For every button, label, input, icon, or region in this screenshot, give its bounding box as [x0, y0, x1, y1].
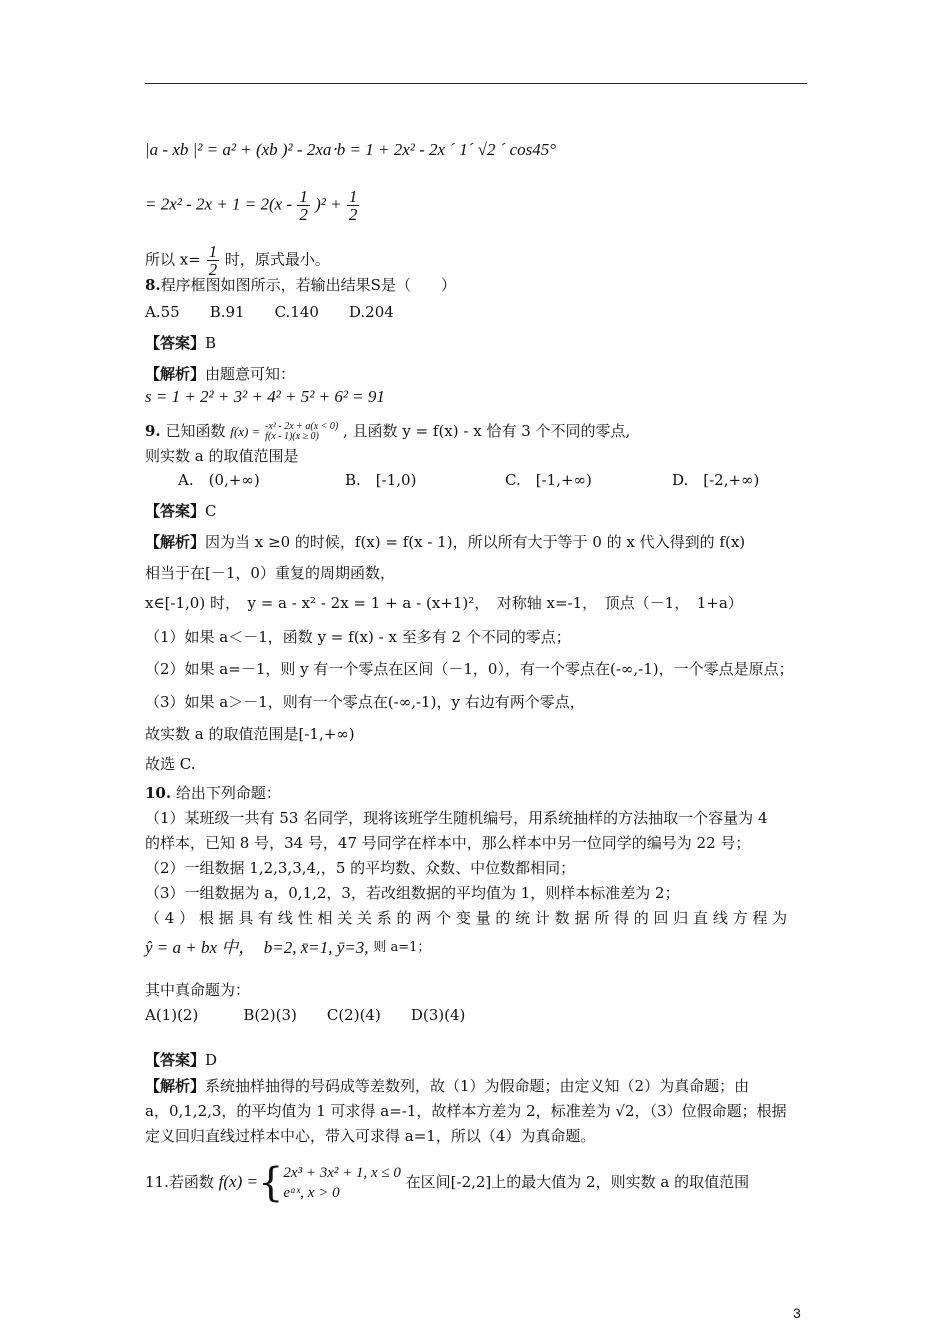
answer-label: 【答案】	[145, 334, 206, 352]
question-10-item-4b	[145, 938, 430, 958]
explanation-9-line-8: 故选 C.	[145, 755, 196, 773]
answer-8-value: B	[205, 334, 217, 352]
answer-9	[145, 501, 217, 521]
question-10-true-statements: 其中真命题为：	[145, 981, 251, 999]
answer-label: 【答案】	[145, 502, 206, 520]
explanation-9-line-1	[145, 532, 745, 552]
question-10-item-1a: （1）某班级一共有 53 名同学，现将该班学生随机编号，用系统抽样的方法抽取一个容量为 4	[145, 809, 768, 827]
question-11-function: f(x) =	[218, 1172, 258, 1191]
formula-line-2	[145, 188, 360, 223]
question-10-item-3: （3）一组数据为 a，0,1,2，3，若改组数据的平均值为 1，则样本标准差为 2；	[145, 884, 680, 902]
answer-10	[145, 1050, 217, 1070]
question-11-text-b: 在区间[-2,2]上的最大值为 2，则实数 a 的取值范围	[405, 1173, 750, 1191]
question-8-text: 程序框图如图所示，若输出结果S是（ ）	[160, 276, 456, 294]
question-9-option-d: D. [-2,+∞)	[672, 471, 760, 489]
question-9-line-2: 则实数 a 的取值范围是	[145, 447, 299, 465]
question-9-piecewise	[265, 422, 338, 442]
question-10-number: 10.	[145, 784, 172, 802]
explanation-9-line-2: 相当于在[－1，0）重复的周期函数，	[145, 564, 395, 582]
question-9-case-2: f(x - 1)(x ≥ 0)	[265, 431, 319, 442]
explanation-10-line-1	[145, 1076, 749, 1096]
question-8-number: 8.	[145, 276, 161, 294]
brace-icon: {	[257, 1160, 284, 1206]
explanation-label: 【解析】	[145, 365, 206, 383]
question-9-number: 9.	[145, 422, 161, 440]
question-11-text-a: 若函数	[168, 1173, 214, 1191]
explanation-9-text-1: 因为当 x ≥0 的时候，f(x) = f(x - 1)，所以所有大于等于 0 的 x 代入得到的 f(x)	[205, 533, 746, 551]
question-9-text-b: , 且函数 y = f(x) - x 恰有 3 个不同的零点,	[343, 422, 631, 440]
fraction-one-half: $\frac{1}{2}$	[299, 187, 308, 224]
question-10-options: A(1)(2) B(2)(3) C(2)(4) D(3)(4)	[145, 1006, 466, 1024]
question-10	[145, 783, 281, 803]
fraction-one-half-b: $\frac{1}{2}$	[348, 187, 358, 224]
question-10-item-4a: （ 4 ） 根 据 具 有 线 性 相 关 关 系 的 两 个 变 量 的 统 计 数 据 所 得 的 回 归 直 线 方 程 为	[145, 909, 788, 927]
question-11-piecewise	[283, 1163, 400, 1203]
question-9-function: f(x) =	[230, 424, 261, 439]
question-8-options: A.55 B.91 C.140 D.204	[145, 303, 394, 321]
formula-line-1: |a - xb |² = a² + (xb )² - 2xa⋅b = 1 + 2x² - 2x ´ 1´ √2 ´ cos45°	[145, 140, 557, 159]
explanation-9-line-7: 故实数 a 的取值范围是[-1,+∞)	[145, 725, 355, 743]
page-number: 3	[793, 1305, 801, 1321]
formula-line-2-part-b: )² +	[315, 194, 342, 214]
explanation-10-text-1: 系统抽样抽得的号码成等差数列，故（1）为假命题；由定义知（2）为真命题；由	[205, 1077, 750, 1095]
explanation-10-line-3: 定义回归直线过样本中心，带入可求得 a=1，所以（4）为真命题。	[145, 1127, 596, 1145]
explanation-8	[145, 364, 295, 384]
question-8	[145, 275, 456, 295]
answer-label: 【答案】	[145, 1051, 206, 1069]
answer-10-value: D	[205, 1051, 218, 1069]
explanation-label: 【解析】	[145, 1077, 206, 1095]
question-10-item-2: （2）一组数据 1,2,3,3,4,，5 的平均数、众数、中位数都相同；	[145, 859, 576, 877]
conclusion-part-b: 时，原式最小。	[224, 250, 330, 269]
conclusion-part-a: 所以 x=	[145, 250, 201, 269]
explanation-9-line-6: （3）如果 a＞－1，则有一个零点在(-∞,-1)，y 右边有两个零点，	[145, 693, 585, 711]
fraction-x-value: $\frac{1}{2}$	[208, 242, 218, 279]
explanation-9-line-3: x∈[-1,0) 时， y = a - x² - 2x = 1 + a - (x+1)²， 对称轴 x=-1， 顶点（－1， 1+a）	[145, 594, 743, 612]
formula-line-2-part-a: = 2x² - 2x + 1 = 2(x -	[145, 194, 293, 214]
question-11	[145, 1160, 749, 1204]
header-rule	[145, 83, 807, 84]
question-9-case-1: -x² - 2x + a(x < 0)	[265, 421, 339, 432]
answer-9-value: C	[205, 502, 217, 520]
explanation-8-formula: s = 1 + 2² + 3² + 4² + 5² + 6² = 91	[145, 387, 385, 406]
question-9	[145, 421, 630, 442]
answer-8	[145, 333, 216, 353]
conclusion-line	[145, 243, 330, 278]
question-9-text-a: 已知函数	[165, 422, 226, 440]
question-9-option-b: B. [-1,0)	[345, 471, 417, 489]
question-11-case-2: eᵃˣ, x > 0	[283, 1185, 340, 1201]
explanation-9-line-4: （1）如果 a＜－1，函数 y = f(x) - x 至多有 2 个不同的零点；	[145, 628, 571, 646]
question-11-number: 11.	[145, 1173, 169, 1191]
explanation-9-line-5: （2）如果 a=－1，则 y 有一个零点在区间（－1，0），有一个零点在(-∞,-1)，一个零点是原点；	[145, 660, 794, 678]
question-9-option-c: C. [-1,+∞)	[505, 471, 592, 489]
explanation-label: 【解析】	[145, 533, 206, 551]
question-10-text: 给出下列命题：	[175, 784, 281, 802]
explanation-8-text: 由题意可知：	[205, 365, 296, 383]
explanation-10-line-2: a，0,1,2,3，的平均值为 1 可求得 a=-1，故样本方差为 2，标准差为 √2，（3）位假命题；根据	[145, 1102, 787, 1120]
question-9-option-a: A. (0,+∞)	[178, 471, 260, 489]
question-11-case-1: 2x³ + 3x² + 1, x ≤ 0	[283, 1165, 401, 1181]
question-10-item-1b: 的样本，已知 8 号，34 号，47 号同学在样本中，那么样本中另一位同学的编号为 22 号；	[145, 834, 751, 852]
regression-conclusion: 则 a=1；	[373, 940, 431, 955]
regression-equation: ŷ = a + bx 中， b=2, x̄=1, ȳ=3,	[145, 938, 369, 957]
